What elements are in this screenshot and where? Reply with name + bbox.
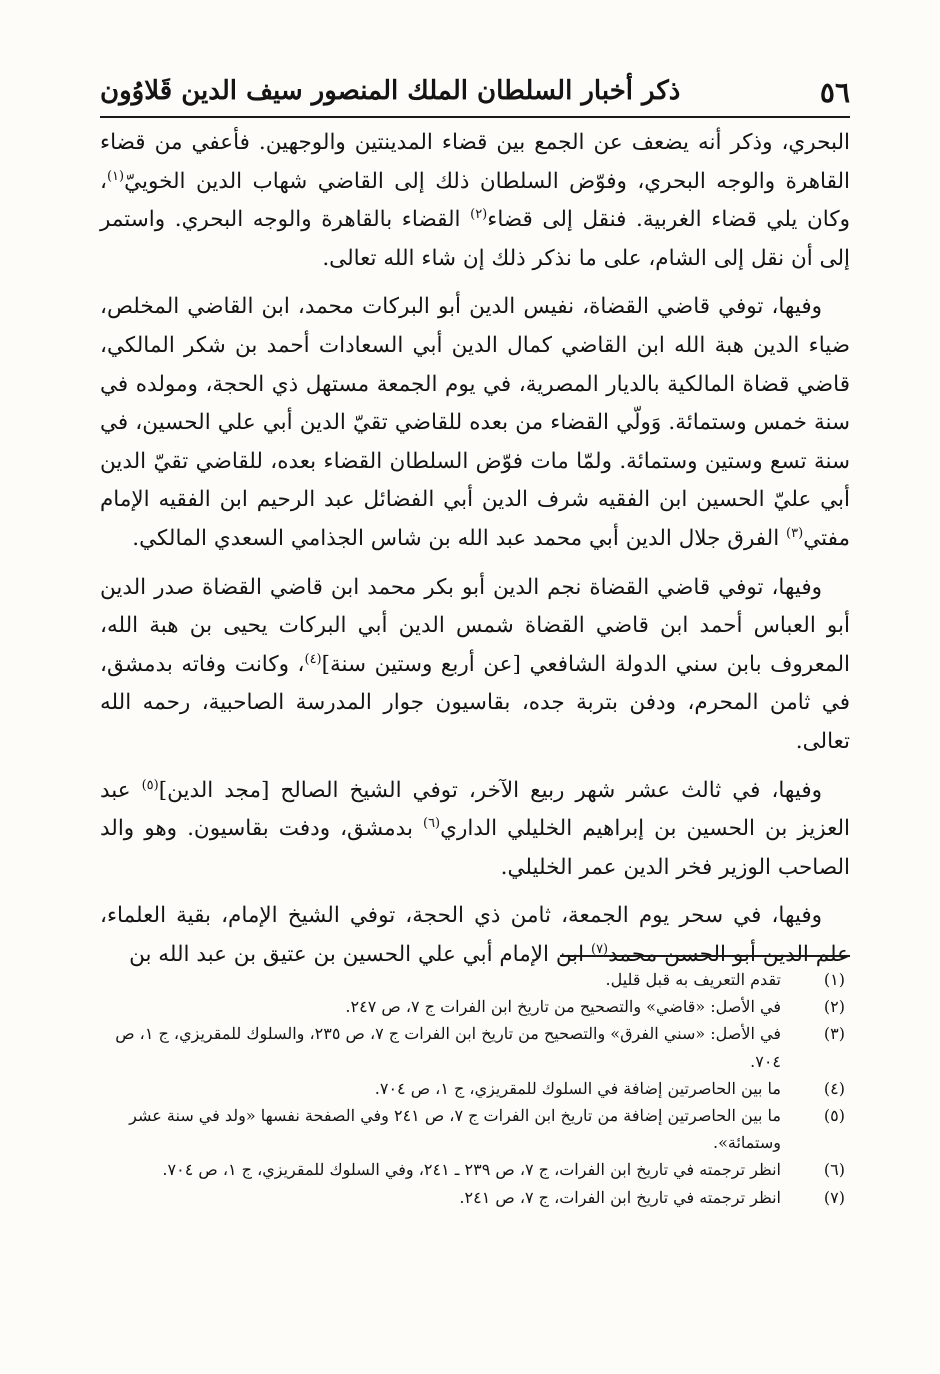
paragraph: وفيها، في سحر يوم الجمعة، ثامن ذي الحجة، توفي الشيخ الإمام، بقية العلماء، علم الدين أبو الحسن محمد$^{(٧)}$ ابن الإمام أبي علي الحسين بن عتيق بن عبد الله بن (100, 903, 850, 967)
footnote (100, 1156, 845, 1183)
footnote (100, 1020, 845, 1074)
footnote-text: تقدم التعريف به قبل قليل. (605, 970, 781, 989)
paragraph: البحري، وذكر أنه يضعف عن الجمع بين قضاء المدينتين والوجهين. فأعفي من قضاء القاهرة والوجه البحري، وفوّض السلطان ذلك إلى القاضي شهاب الدين الخوييّ$^{(١)}$، وكان يلي قضاء الغربية. فنقل إلى قضاء$^{(٢)}$ القضاء بالقاهرة والوجه البحري. واستمر إلى أن نقل إلى الشام، على ما نذكر ذلك إن شاء الله تعالى. (100, 130, 850, 271)
footnote-text: ما بين الحاصرتين إضافة في السلوك للمقريزي، ج ١، ص ٧٠٤. (374, 1078, 781, 1098)
footnote-text: في الأصل: «سني الفرق» والتصحيح من تاريخ ابن الفرات ج ٧، ص ٢٣٥، والسلوك للمقريزي، ج ١، ص ٧٠٤. (115, 1024, 781, 1071)
footnote (100, 1075, 845, 1102)
paragraph: وفيها، في ثالث عشر شهر ربيع الآخر، توفي الشيخ الصالح [مجد الدين]$^{(٥)}$ عبد العزيز بن الحسين بن إبراهيم الخليلي الداري$^{(٦)}$ بدمشق، ودفت بقاسيون. وهو والد الصاحب الوزير فخر الدين عمر الخليلي. (100, 777, 851, 880)
footnote-number: (٤) (823, 1078, 845, 1098)
footnotes (100, 966, 845, 1211)
footnote (100, 1184, 845, 1211)
footnote-ref[interactable]: (٢) (470, 207, 488, 223)
footnote-ref[interactable]: (٣) (786, 525, 804, 541)
footnote (100, 993, 845, 1020)
footnote (100, 966, 845, 993)
page-header (100, 70, 850, 118)
footnote-number: (٦) (823, 1160, 845, 1180)
footnote (100, 1102, 845, 1156)
footnote-divider (560, 955, 850, 957)
footnote-number: (٢) (823, 997, 845, 1017)
paragraph: وفيها، توفي قاضي القضاة نجم الدين أبو بكر محمد ابن قاضي القضاة صدر الدين أبو العباس أحمد ابن قاضي القضاة شمس الدين أبي البركات يحيى بن هبة الله، المعروف بابن سني الدولة الشافعي [عن أربع وستين سنة]$^{(٤)}$، وكانت وفاته بدمشق، في ثامن المحرم، ودفن بتربة جده، بقاسيون جوار المدرسة الصاحبية، رحمه الله تعالى. (100, 574, 850, 754)
paragraph: وفيها، توفي قاضي القضاة، نفيس الدين أبو البركات محمد، ابن القاضي المخلص، ضياء الدين هبة الله ابن القاضي كمال الدين أبي السعادات أحمد بن شكر المالكي، قاضي قضاة المالكية بالديار المصرية، في يوم الجمعة مستهل ذي الحجة، ومولده في سنة خمس وستمائة. وَولّي القضاء من بعده للقاضي تقيّ الدين أبي علي الحسين، في سنة تسع وستين وستمائة. ولمّا مات فوّض السلطان القضاء بعده، للقاضي تقيّ الدين أبي عليّ الحسين ابن الفقيه شرف الدين أبي الفضائل عبد الرحيم ابن الفقيه الإمام مفتي$^{(٣)}$ الفرق جلال الدين أبي محمد عبد الله بن شاس الجذامي السعدي المالكي. (100, 294, 850, 551)
footnote-number: (١) (823, 970, 845, 989)
running-title: ذكر أخبار السلطان الملك المنصور سيف الدين قَلاوُون (100, 76, 681, 106)
footnote-ref[interactable]: (٤) (304, 651, 322, 667)
body-text (100, 124, 850, 984)
footnote-number: (٣) (823, 1024, 845, 1044)
footnote-ref[interactable]: (١) (106, 168, 125, 184)
footnote-text: انظر ترجمته في تاريخ ابن الفرات، ج ٧، ص ٢٤١. (459, 1187, 781, 1207)
footnote-ref[interactable]: (٦) (422, 815, 441, 831)
footnote-text: في الأصل: «قاضي» والتصحيح من تاريخ ابن الفرات ج ٧، ص ٢٤٧. (345, 997, 781, 1017)
footnote-text: انظر ترجمته في تاريخ ابن الفرات، ج ٧، ص ٢٣٩ ـ ٢٤١، وفي السلوك للمقريزي، ج ١، ص ٧٠٤. (162, 1160, 781, 1180)
footnote-number: (٧) (823, 1187, 845, 1207)
footnote-number: (٥) (823, 1106, 845, 1126)
footnote-ref[interactable]: (٥) (141, 777, 159, 793)
footnote-text: ما بين الحاصرتين إضافة من تاريخ ابن الفرات ج ٧، ص ٢٤١ وفي الصفحة نفسها «ولد في سنة عشر وستمائة». (129, 1106, 781, 1153)
footnote-ref[interactable]: (٧) (590, 941, 609, 957)
page-number: ٥٦ (819, 76, 850, 109)
